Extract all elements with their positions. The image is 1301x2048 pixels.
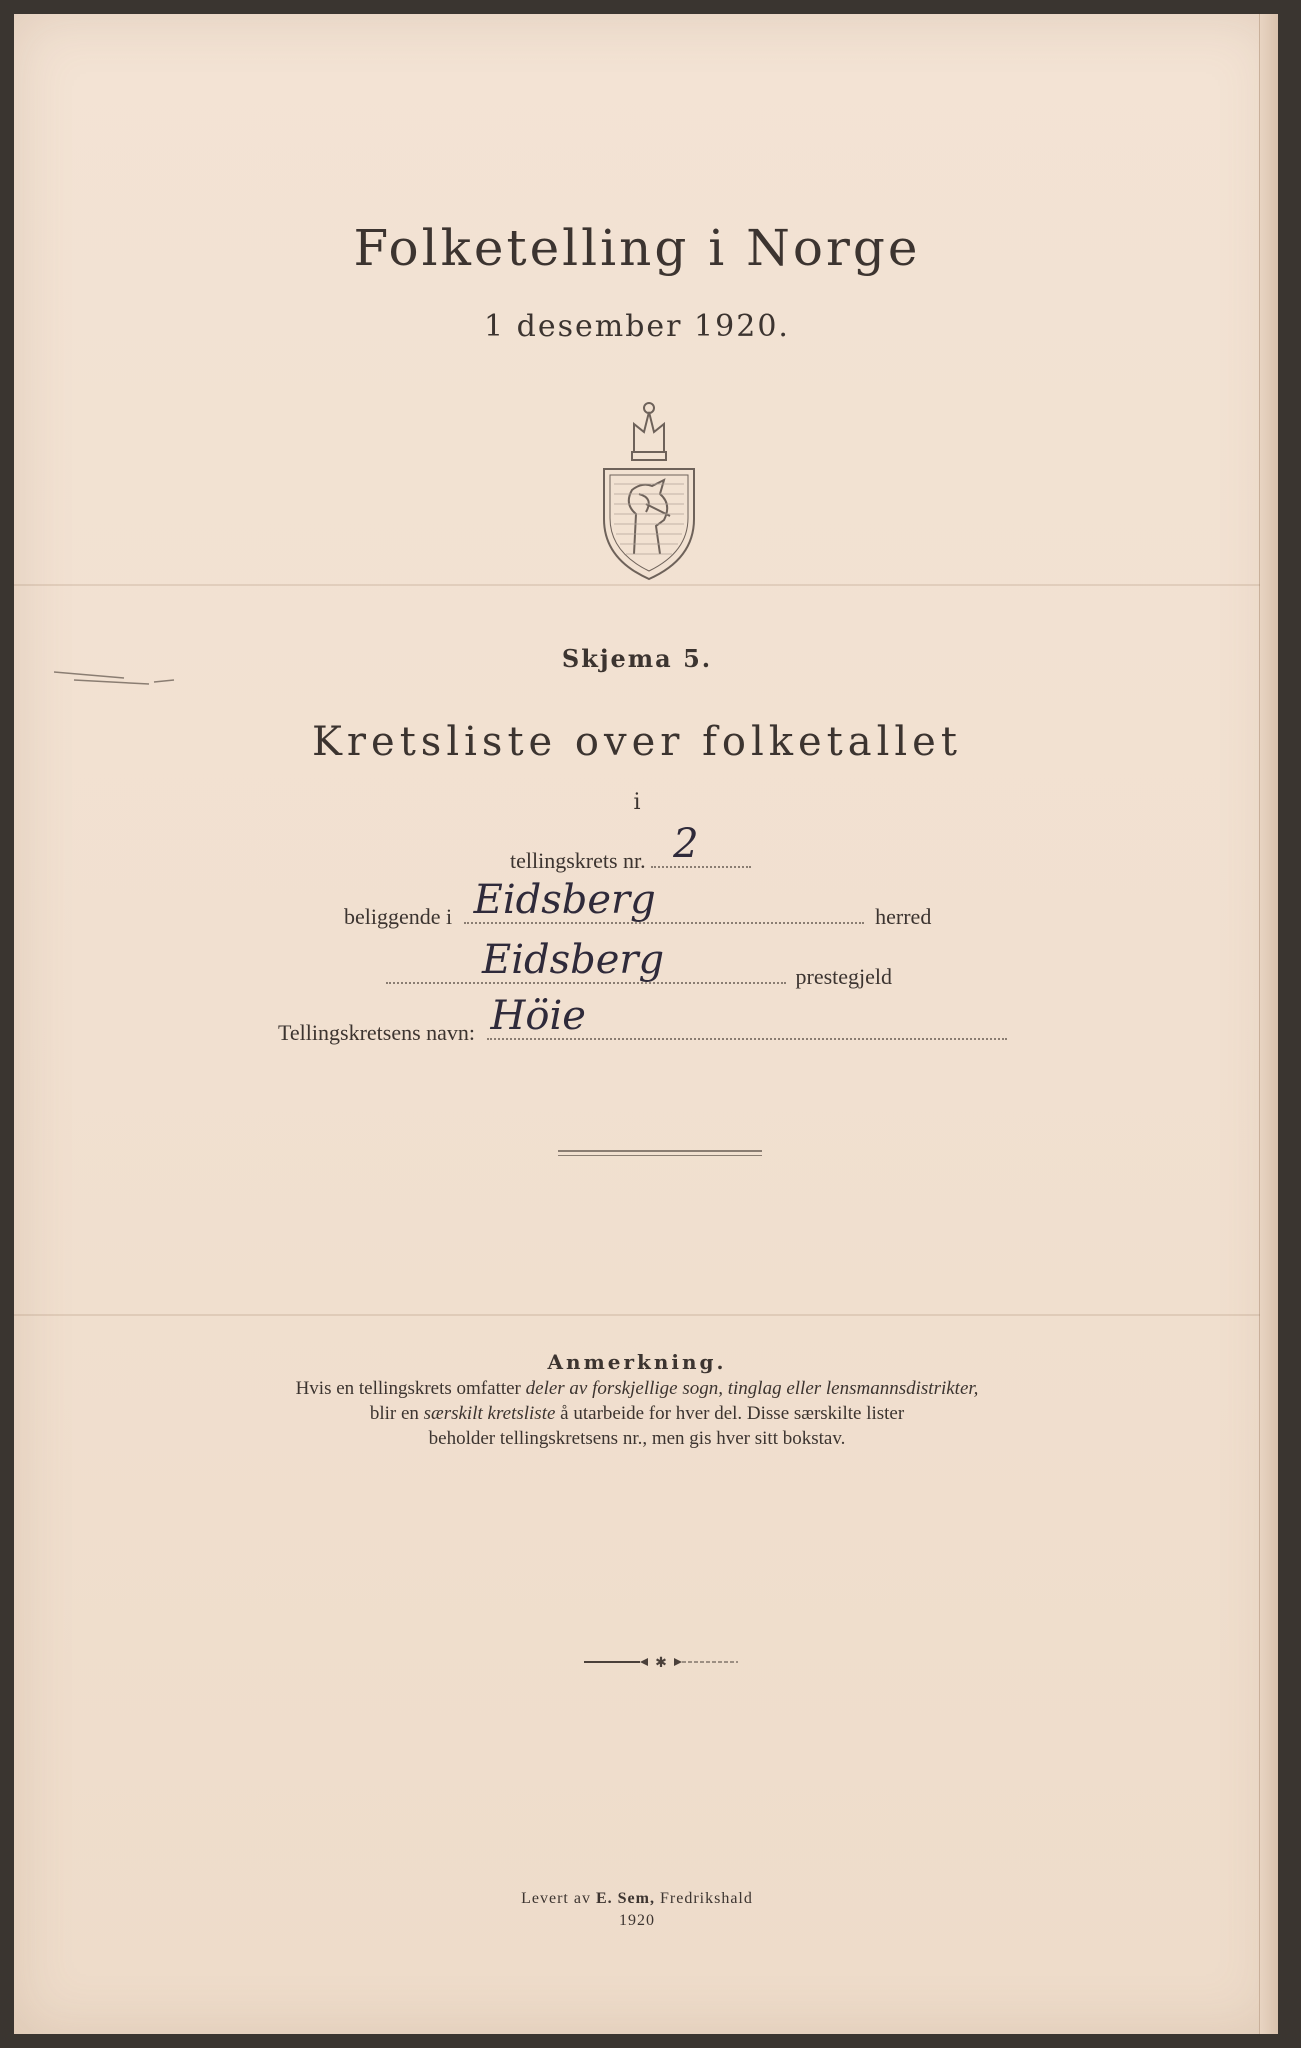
prestegjeld-value: Eidsberg xyxy=(482,937,665,983)
schema-number: Skjema 5. xyxy=(561,644,713,673)
census-date: 1 desember 1920. xyxy=(484,309,790,344)
page-edge xyxy=(1259,14,1278,2034)
navn-field[interactable] xyxy=(487,993,1007,1040)
note-heading: Anmerkning. xyxy=(547,1350,727,1374)
divider-rule xyxy=(558,1155,762,1156)
herred-field[interactable] xyxy=(464,877,864,924)
printer-year: 1920 xyxy=(619,1912,655,1929)
form-heading: Kretsliste over folketallet xyxy=(312,719,962,765)
herred-value: Eidsberg xyxy=(473,877,656,923)
prestegjeld-row xyxy=(386,937,893,990)
page-title: Folketelling i Norge xyxy=(353,219,921,277)
herred-row xyxy=(344,877,932,930)
note-line: Hvis en tellingskrets omfatter deler av forskjellige sogn, tinglag eller lensmannsdistrikter, xyxy=(295,1378,979,1399)
note-line: blir en særskilt kretsliste å utarbeide for hver del. Disse særskilte lister xyxy=(369,1403,905,1424)
krets-row xyxy=(510,821,751,874)
prestegjeld-label: prestegjeld xyxy=(795,964,893,989)
krets-value: 2 xyxy=(673,821,699,867)
coat-of-arms-icon xyxy=(594,394,704,584)
printer-imprint xyxy=(14,1888,1260,1932)
fold-line xyxy=(14,584,1260,586)
prestegjeld-field[interactable] xyxy=(386,937,786,984)
krets-field[interactable] xyxy=(651,821,751,868)
krets-label: tellingskrets nr. xyxy=(510,848,646,873)
herred-label: herred xyxy=(875,904,932,929)
connector-word: i xyxy=(633,790,641,815)
svg-text:✱: ✱ xyxy=(655,1655,667,1670)
divider-rule xyxy=(558,1150,762,1152)
navn-label: Tellingskretsens navn: xyxy=(278,1020,476,1045)
note-text xyxy=(14,1376,1260,1451)
navn-value: Höie xyxy=(490,993,586,1039)
printer-line: Levert av E. Sem, Fredrikshald xyxy=(521,1890,753,1907)
note-line: beholder tellingskretsens nr., men gis hver sitt bokstav. xyxy=(428,1428,846,1449)
ornament-divider-icon xyxy=(584,1654,738,1670)
document-page xyxy=(14,14,1278,2034)
fold-line xyxy=(14,1314,1260,1316)
beliggende-label: beliggende i xyxy=(344,904,453,929)
navn-row xyxy=(278,993,1007,1046)
